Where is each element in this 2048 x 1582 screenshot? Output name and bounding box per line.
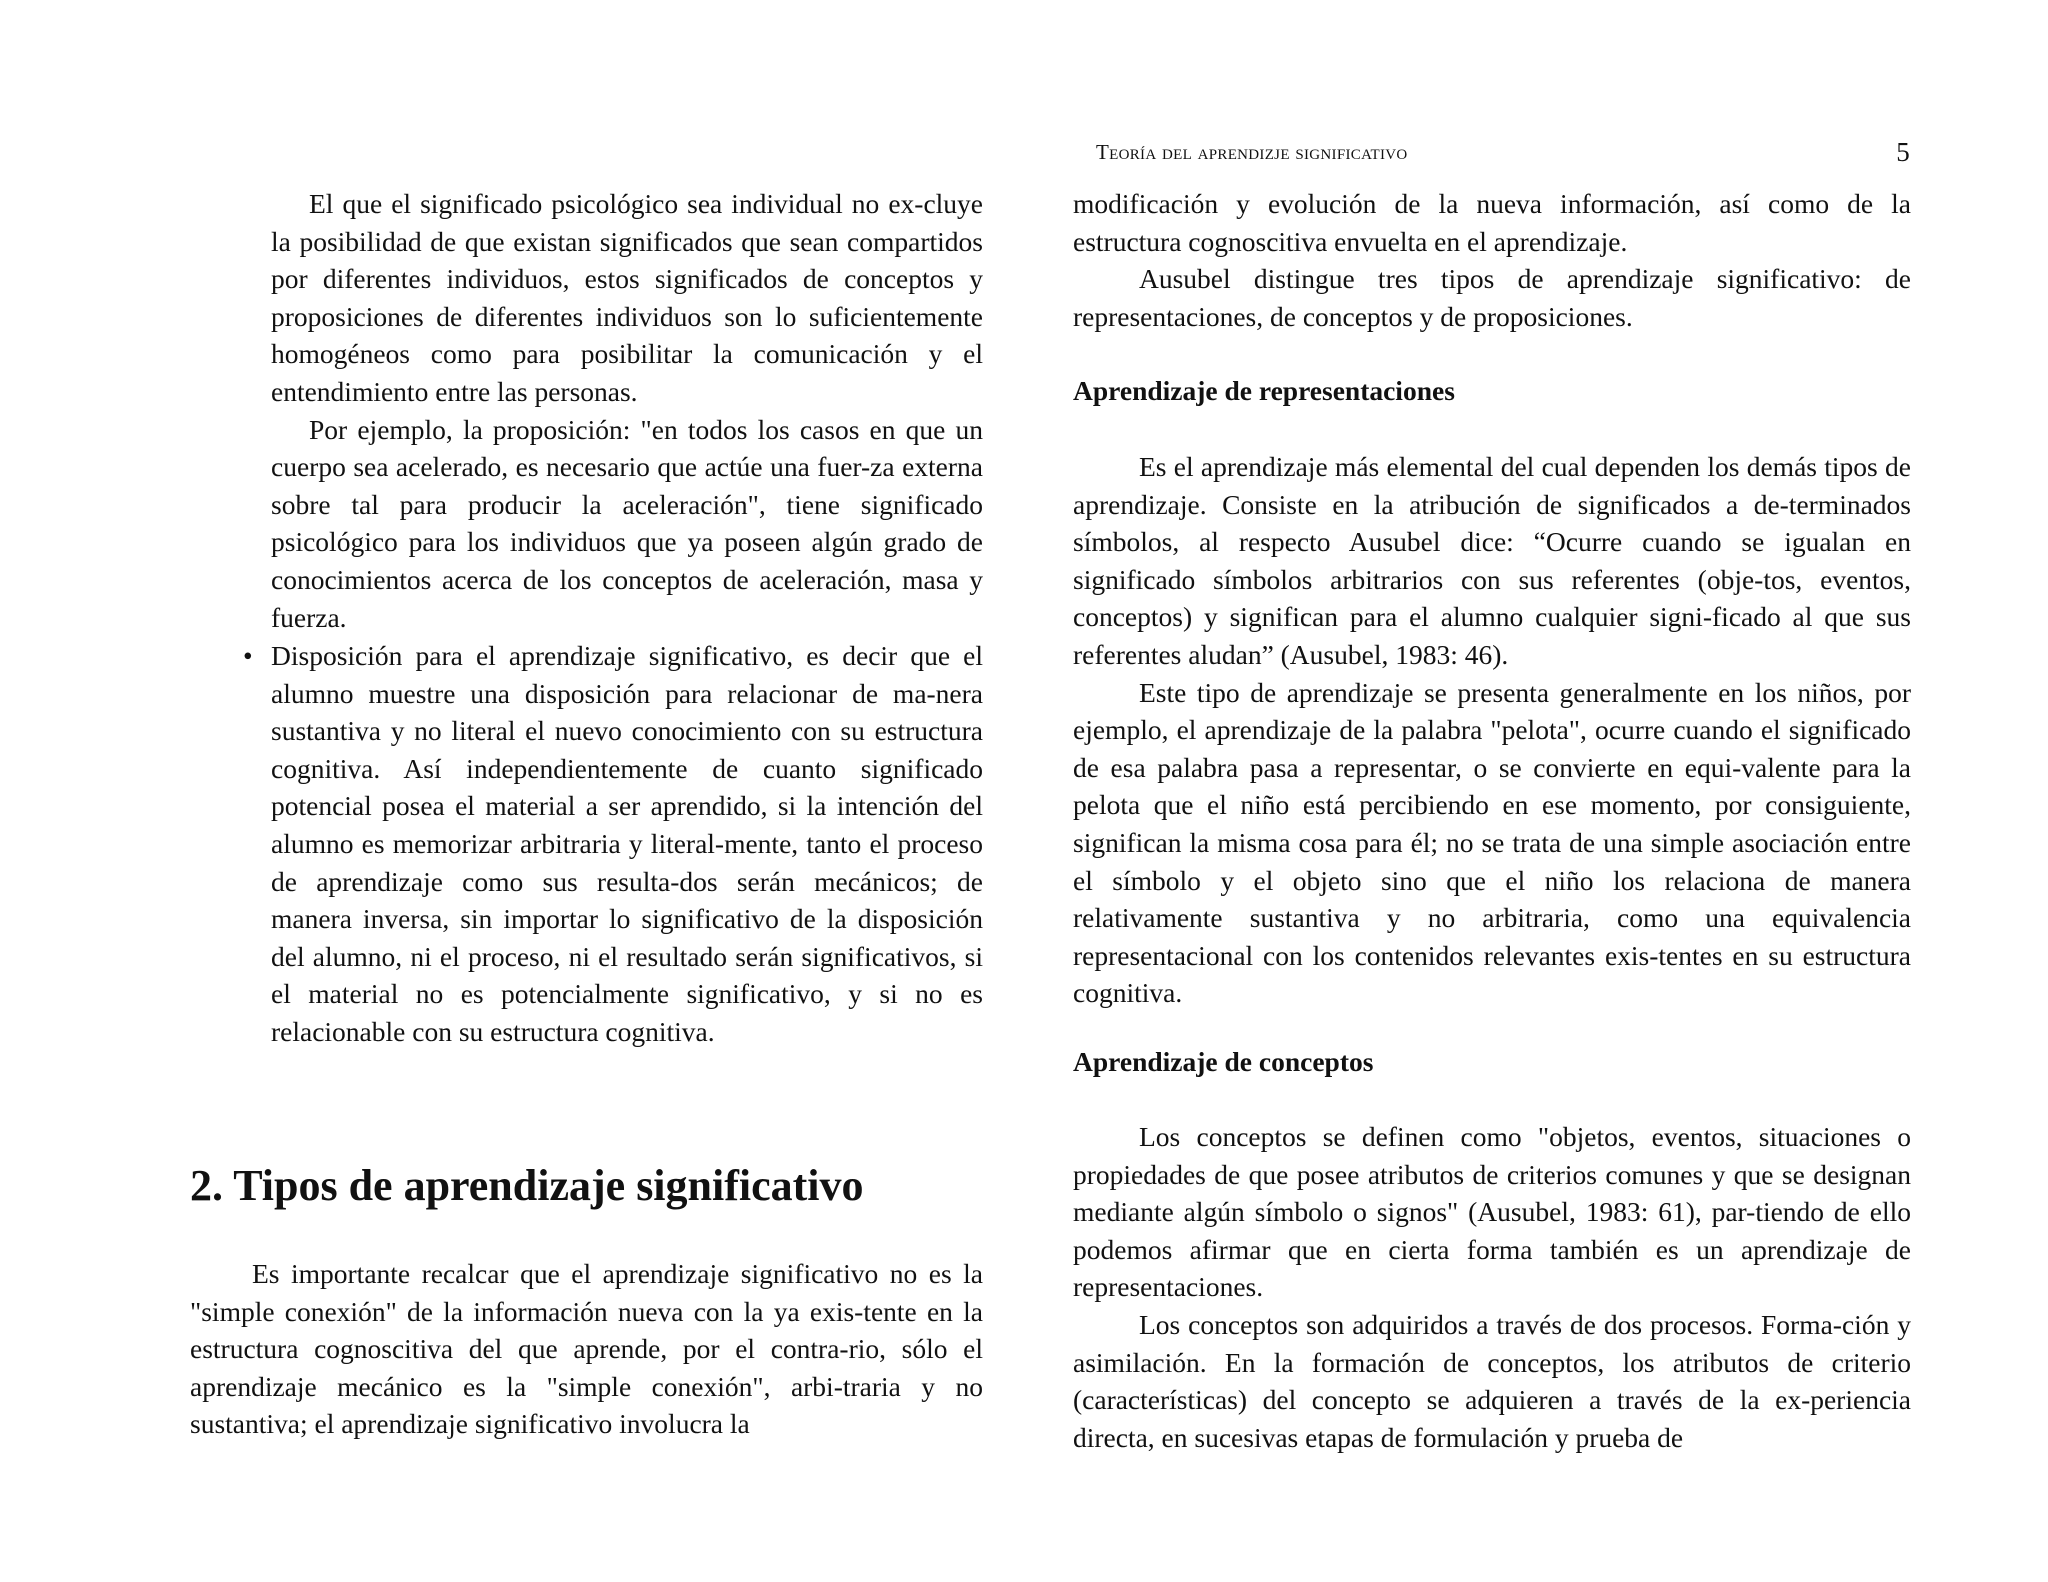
section-text-block [190, 1255, 983, 1443]
paragraph: Ausubel distingue tres tipos de aprendizaje significativo: de representaciones, de conceptos y de proposiciones. [1073, 263, 1911, 332]
paragraph: Los conceptos son adquiridos a través de dos procesos. Forma-ción y asimilación. En la formación de conceptos, los atributos de criterio (características) del concepto se adquieren a través de la ex-periencia directa, en sucesivas etapas de formulación y prueba de [1073, 1308, 1911, 1453]
paragraph: Los conceptos se definen como "objetos, eventos, situaciones o propiedades de que posee atributos de criterios comunes y que se designan mediante algún símbolo o signos" (Ausubel, 1983: 61), par-tiendo de ello podemos afirmar que en cierta forma también es un aprendizaje de representaciones. [1073, 1121, 1911, 1303]
paragraph: Es importante recalcar que el aprendizaje significativo no es la "simple conexión" de la información nueva con la ya exis-tente en la estructura cognoscitiva del que aprende, por el contra-rio, sólo el aprendizaje mecánico es la "simple conexión", arbi-traria y no sustantiva; el aprendizaje significativo involucra la [190, 1258, 983, 1440]
running-head [1096, 136, 1910, 168]
right-text-block [1073, 185, 1911, 335]
paragraph: Es el aprendizaje más elemental del cual dependen los demás tipos de aprendizaje. Consiste en la atribución de significados a de-terminados símbolos, al respecto Ausubel dice: “Ocurre cuando se igualan en significado símbolos arbitrarios con sus referentes (obje-tos, eventos, conceptos) y significan para el alumno cualquier signi-ficado al que sus referentes aludan” (Ausubel, 1983: 46). [1073, 451, 1911, 670]
paragraph: Este tipo de aprendizaje se presenta generalmente en los niños, por ejemplo, el aprendizaje de la palabra "pelota", ocurre cuando el significado de esa palabra pasa a representar, o se convierte en equi-valente para la pelota que el niño está percibiendo en ese momento, por consiguiente, significan la misma cosa para él; no se trata de una simple asociación entre el símbolo y el objeto sino que el niño los relaciona de manera relativamente sustantiva y no arbitraria, como una equivalencia representacional con los contenidos relevantes exis-tentes en su estructura cognitiva. [1073, 676, 1911, 1009]
bullet-icon: • [243, 640, 253, 671]
list-item [243, 637, 983, 1051]
running-head-title: Teoría del aprendizje significativo [1096, 139, 1408, 164]
section-heading: 2. Tipos de aprendizaje significativo [190, 1161, 864, 1210]
list-item-text: Disposición para el aprendizaje significativo, es decir que el alumno muestre una disposición para relacionar de ma-nera sustantiva y no literal el nuevo conocimiento con su estructura cognitiva. Así independientemente de cuanto significado potencial posea el material a ser aprendido, si la intención del alumno es memorizar arbitraria y literal-mente, tanto el proceso de aprendizaje como sus resulta-dos serán mecánicos; de manera inversa, sin importar lo significativo de la disposición del alumno, ni el proceso, ni el resultado serán significativos, si el material no es potencialmente significativo, y si no es relacionable con su estructura cognitiva. [271, 640, 983, 1047]
right-text-block [1073, 1118, 1911, 1456]
paragraph: modificación y evolución de la nueva información, así como de la estructura cognoscitiva envuelta en el aprendizaje. [1073, 188, 1911, 257]
left-text-block [271, 185, 983, 636]
page-number: 5 [1896, 136, 1910, 167]
paragraph: Por ejemplo, la proposición: "en todos los casos en que un cuerpo sea acelerado, es necesario que actúe una fuer-za externa sobre tal para producir la aceleración", tiene significado psicológico para los individuos que ya poseen algún grado de conocimientos acerca de los conceptos de aceleración, masa y fuerza. [271, 413, 983, 633]
right-text-block [1073, 448, 1911, 1012]
subheading-representaciones: Aprendizaje de representaciones [1073, 375, 1455, 406]
subheading-conceptos: Aprendizaje de conceptos [1073, 1046, 1374, 1077]
paragraph: El que el significado psicológico sea individual no ex-cluye la posibilidad de que existan significados que sean compartidos por diferentes individuos, estos significados de conceptos y proposiciones de diferentes individuos son lo suficientemente homogéneos como para posibilitar la comunicación y el entendimiento entre las personas. [271, 188, 983, 407]
